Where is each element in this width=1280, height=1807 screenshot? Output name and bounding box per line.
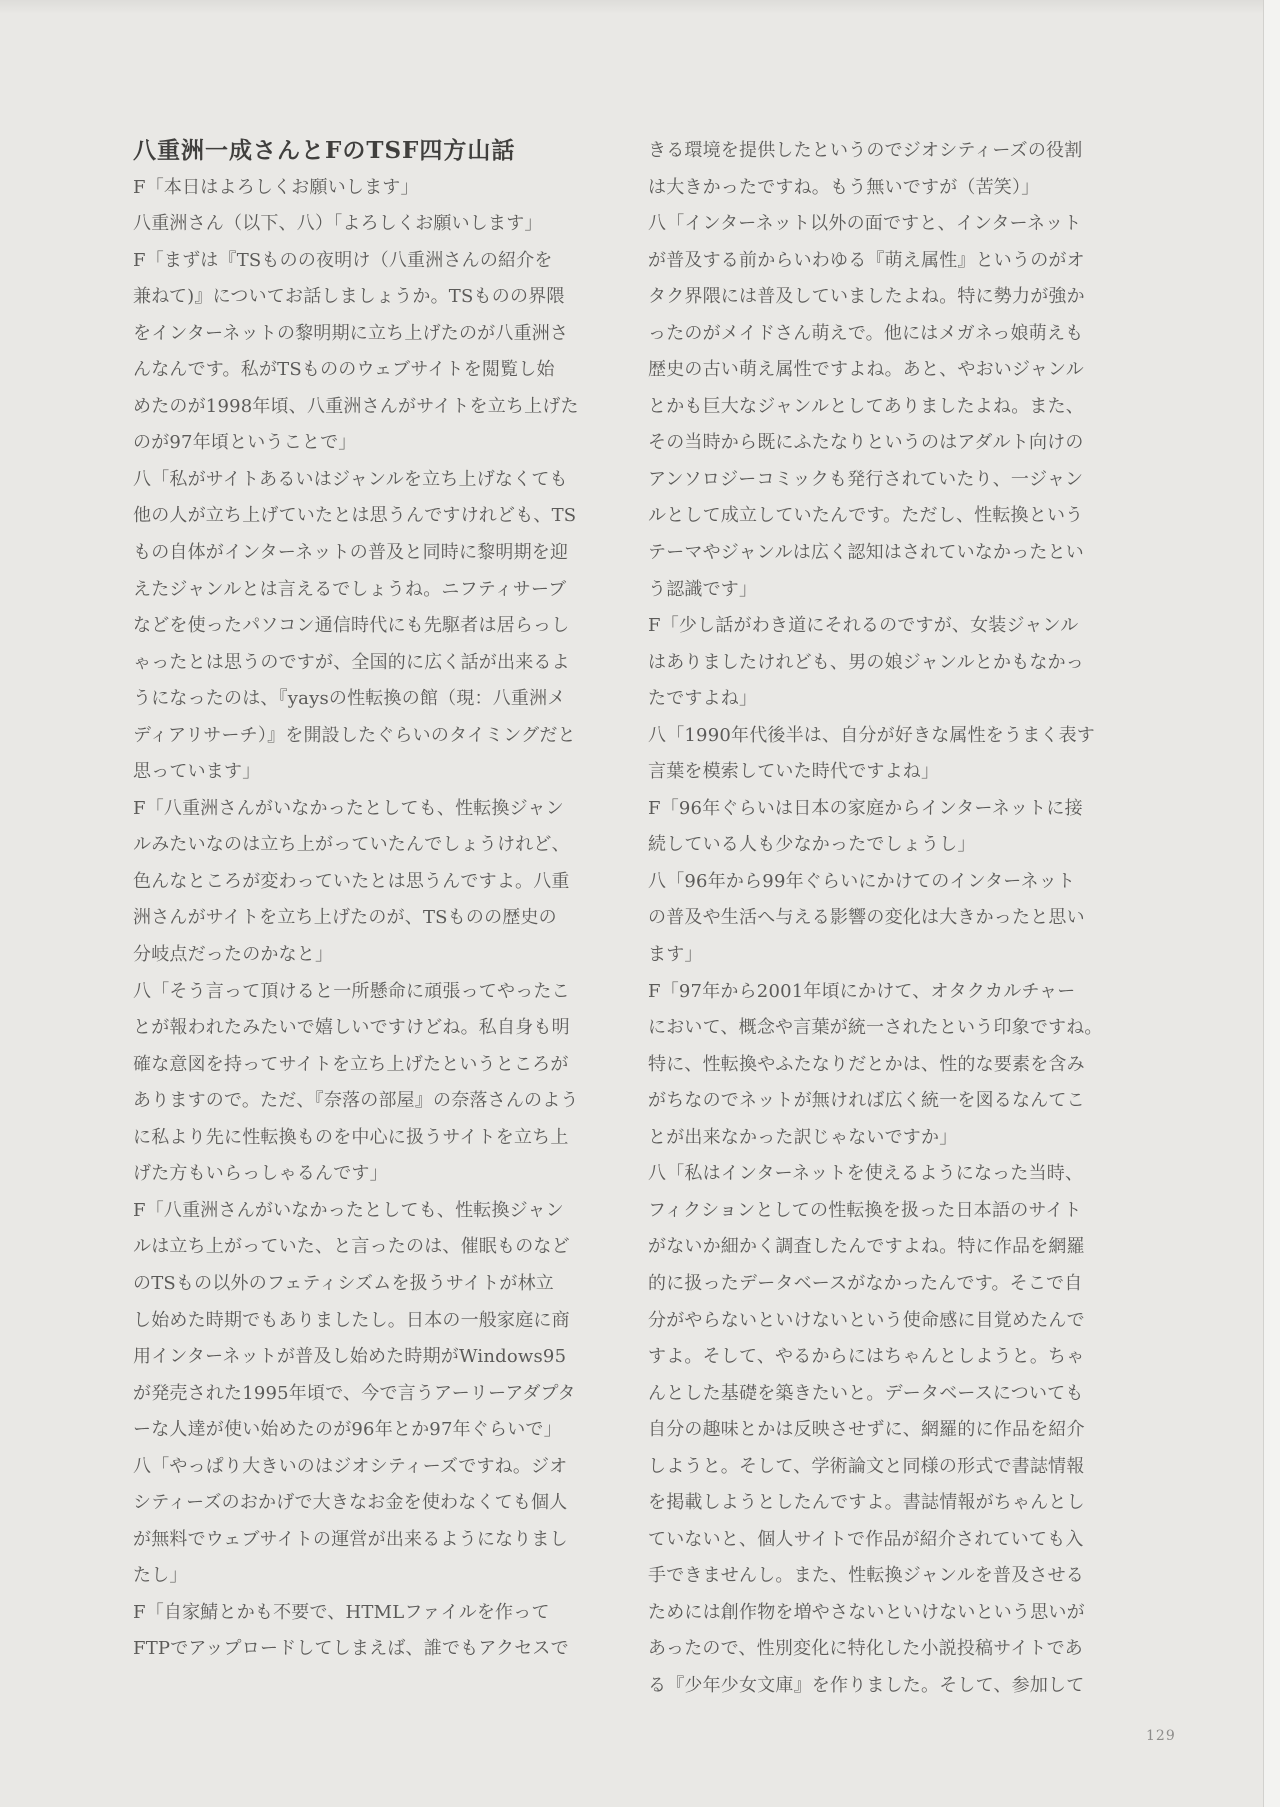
text-line: が無料でウェブサイトの運営が出来るようになりまし <box>133 1528 568 1550</box>
text-line: し始めた時期でもありましたし。日本の一般家庭に商 <box>133 1309 570 1331</box>
text-line: 兼ねて)』についてお話しましょうか。TSものの界隈 <box>133 286 565 308</box>
page-title: 八重洲一成さんとFのTSF四方山話 <box>133 137 516 164</box>
text-line: が普及する前からいわゆる『萌え属性』というのがオ <box>648 249 1085 271</box>
text-line: げた方もいらっしゃるんです」 <box>133 1163 388 1185</box>
text-line: 他の人が立ち上げていたとは思うんですけれども、TS <box>133 505 577 527</box>
text-line: んなんです。私がTSもののウェブサイトを閲覧し始 <box>133 359 555 381</box>
text-line: 八「インターネット以外の面ですと、インターネット <box>648 213 1082 235</box>
text-line: ルとして成立していたんです。ただし、性転換という <box>648 505 1084 527</box>
text-line: はありましたけれども、男の娘ジャンルとかもなかっ <box>648 651 1084 673</box>
text-line: は大きかったですね。もう無いですが（苦笑）」 <box>648 176 1040 198</box>
text-line: とが報われたみたいで嬉しいですけどね。私自身も明 <box>133 1017 570 1039</box>
text-line: F「97年から2001年頃にかけて、オタクカルチャー <box>648 980 1076 1002</box>
text-line: 洲さんがサイトを立ち上げたのが、TSものの歴史の <box>133 907 557 929</box>
text-line: 手できませんし。また、性転換ジャンルを普及させる <box>648 1565 1084 1587</box>
text-line: 確な意図を持ってサイトを立ち上げたというところが <box>133 1053 569 1075</box>
text-line: タク界隈には普及していましたよね。特に勢力が強か <box>648 286 1085 308</box>
text-line: る『少年少女文庫』を作りました。そして、参加して <box>648 1674 1085 1696</box>
text-line: 用インターネットが普及し始めた時期がWindows95 <box>133 1346 567 1368</box>
text-line: ディアリサーチ）』を開設したぐらいのタイミングだと <box>133 724 576 746</box>
text-line: ありますので。ただ、『奈落の部屋』の奈落さんのよう <box>133 1090 579 1112</box>
text-line: F「八重洲さんがいなかったとしても、性転換ジャン <box>133 797 564 819</box>
text-line: とかも巨大なジャンルとしてありましたよね。また、 <box>648 395 1084 417</box>
left-column <box>133 133 579 1668</box>
text-line: FTPでアップロードしてしまえば、誰でもアクセスで <box>133 1638 569 1660</box>
text-line: 八重洲さん（以下、八）「よろしくお願いします」 <box>133 213 543 235</box>
text-line: 思っています」 <box>133 761 261 783</box>
text-line: とが出来なかった訳じゃないですか」 <box>648 1126 958 1148</box>
text-line: えたジャンルとは言えるでしょうね。ニフティサーブ <box>133 578 567 600</box>
text-line: ていないと、個人サイトで作品が紹介されていても入 <box>648 1528 1084 1550</box>
text-line: の普及や生活へ与える影響の変化は大きかったと思い <box>648 907 1085 929</box>
text-line: 分がやらないといけないという使命感に目覚めたんで <box>648 1309 1085 1331</box>
text-line: に私より先に性転換ものを中心に扱うサイトを立ち上 <box>133 1126 569 1148</box>
text-line: テーマやジャンルは広く認知はされていなかったとい <box>648 542 1084 564</box>
text-line: がちなのでネットが無ければ広く統一を図るなんてこ <box>648 1090 1085 1112</box>
text-line: 分岐点だったのかなと」 <box>133 944 334 966</box>
text-line: をインターネットの黎明期に立ち上げたのが八重洲さ <box>133 322 569 344</box>
text-line: 八「96年から99年ぐらいにかけてのインターネット <box>648 870 1076 892</box>
text-line: ルは立ち上がっていた、と言ったのは、催眠ものなど <box>133 1236 570 1258</box>
text-line: 八「やっぱり大きいのはジオシティーズですね。ジオ <box>133 1455 568 1477</box>
text-line: F「少し話がわき道にそれるのですが、女装ジャンル <box>648 615 1079 637</box>
right-column-text <box>648 133 1103 1705</box>
text-line: すよ。そして、やるからにはちゃんとしようと。ちゃ <box>648 1346 1085 1368</box>
text-line: F「96年ぐらいは日本の家庭からインターネットに接 <box>648 797 1083 819</box>
text-line: F「本日はよろしくお願いします」 <box>133 176 419 198</box>
text-line: もの自体がインターネットの普及と同時に黎明期を迎 <box>133 542 569 564</box>
text-line: アンソロジーコミックも発行されていたり、一ジャン <box>648 468 1084 490</box>
text-line: きる環境を提供したというのでジオシティーズの役割 <box>648 140 1083 161</box>
text-line: しようと。そして、学術論文と同様の形式で書誌情報 <box>648 1455 1085 1477</box>
text-line: う認識です」 <box>648 578 758 600</box>
text-line: 続している人も少なかったでしょうし」 <box>648 834 976 856</box>
text-line: あったので、性別変化に特化した小説投稿サイトであ <box>648 1638 1083 1660</box>
text-line: 言葉を模索していた時代ですよね」 <box>648 761 940 783</box>
text-line: ルみたいなのは立ち上がっていたんでしょうけれど、 <box>133 834 570 856</box>
text-line: ためには創作物を増やさないといけないという思いが <box>648 1601 1085 1623</box>
text-line: 八「私はインターネットを使えるようになった当時、 <box>648 1163 1084 1185</box>
text-line: たですよね」 <box>648 688 758 710</box>
text-line: その当時から既にふたなりというのはアダルト向けの <box>648 432 1084 454</box>
text-line: シティーズのおかげで大きなお金を使わなくても個人 <box>133 1492 568 1514</box>
text-line: うになったのは、『yaysの性転換の館（現：八重洲メ <box>133 688 566 710</box>
right-column <box>648 133 1103 1705</box>
page-edge <box>1263 0 1280 1807</box>
text-line: 八「私がサイトあるいはジャンルを立ち上げなくても <box>133 468 568 490</box>
text-line: ーな人達が使い始めたのが96年とか97年ぐらいで」 <box>133 1419 562 1441</box>
text-line: んとした基礎を築きたいと。データベースについても <box>648 1382 1084 1404</box>
text-line: 八「1990年代後半は、自分が好きな属性をうまく表す <box>648 724 1096 746</box>
text-line: ゃったとは思うのですが、全国的に広く話が出来るよ <box>133 651 570 673</box>
text-line: フィクションとしての性転換を扱った日本語のサイト <box>648 1199 1082 1221</box>
text-line: において、概念や言葉が統一されたという印象ですね。 <box>648 1017 1103 1039</box>
text-line: がないか細かく調査したんですよね。特に作品を網羅 <box>648 1236 1085 1258</box>
text-line: 歴史の古い萌え属性ですよね。あと、やおいジャンル <box>648 359 1084 381</box>
text-line: ます」 <box>648 944 703 966</box>
text-line: F「八重洲さんがいなかったとしても、性転換ジャン <box>133 1199 564 1221</box>
text-line: などを使ったパソコン通信時代にも先駆者は居らっし <box>133 615 570 637</box>
page-number: 129 <box>1146 1728 1176 1744</box>
left-column-text <box>133 170 579 1668</box>
text-line: 自分の趣味とかは反映させずに、網羅的に作品を紹介 <box>648 1419 1085 1441</box>
text-line: 色んなところが変わっていたとは思うんですよ。八重 <box>133 870 570 892</box>
text-line: F「まずは『TSものの夜明け（八重洲さんの紹介を <box>133 249 553 271</box>
text-line: めたのが1998年頃、八重洲さんがサイトを立ち上げた <box>133 395 579 417</box>
text-line: 特に、性転換やふたなりだとかは、性的な要素を含み <box>648 1053 1085 1075</box>
text-line: のが97年頃ということで」 <box>133 432 357 454</box>
text-line: 八「そう言って頂けると一所懸命に頑張ってやったこ <box>133 980 570 1002</box>
text-line: を掲載しようとしたんですよ。書誌情報がちゃんとし <box>648 1492 1085 1514</box>
text-line: が発売された1995年頃で、今で言うアーリーアダプタ <box>133 1382 576 1404</box>
scan-shading <box>0 0 1264 14</box>
text-line: たし」 <box>133 1565 188 1587</box>
text-line: のTSもの以外のフェティシズムを扱うサイトが林立 <box>133 1272 554 1294</box>
text-line: F「自家鯖とかも不要で、HTMLファイルを作って <box>133 1601 550 1623</box>
text-line: ったのがメイドさん萌えで。他にはメガネっ娘萌えも <box>648 322 1084 344</box>
text-line: 的に扱ったデータベースがなかったんです。そこで自 <box>648 1272 1083 1294</box>
